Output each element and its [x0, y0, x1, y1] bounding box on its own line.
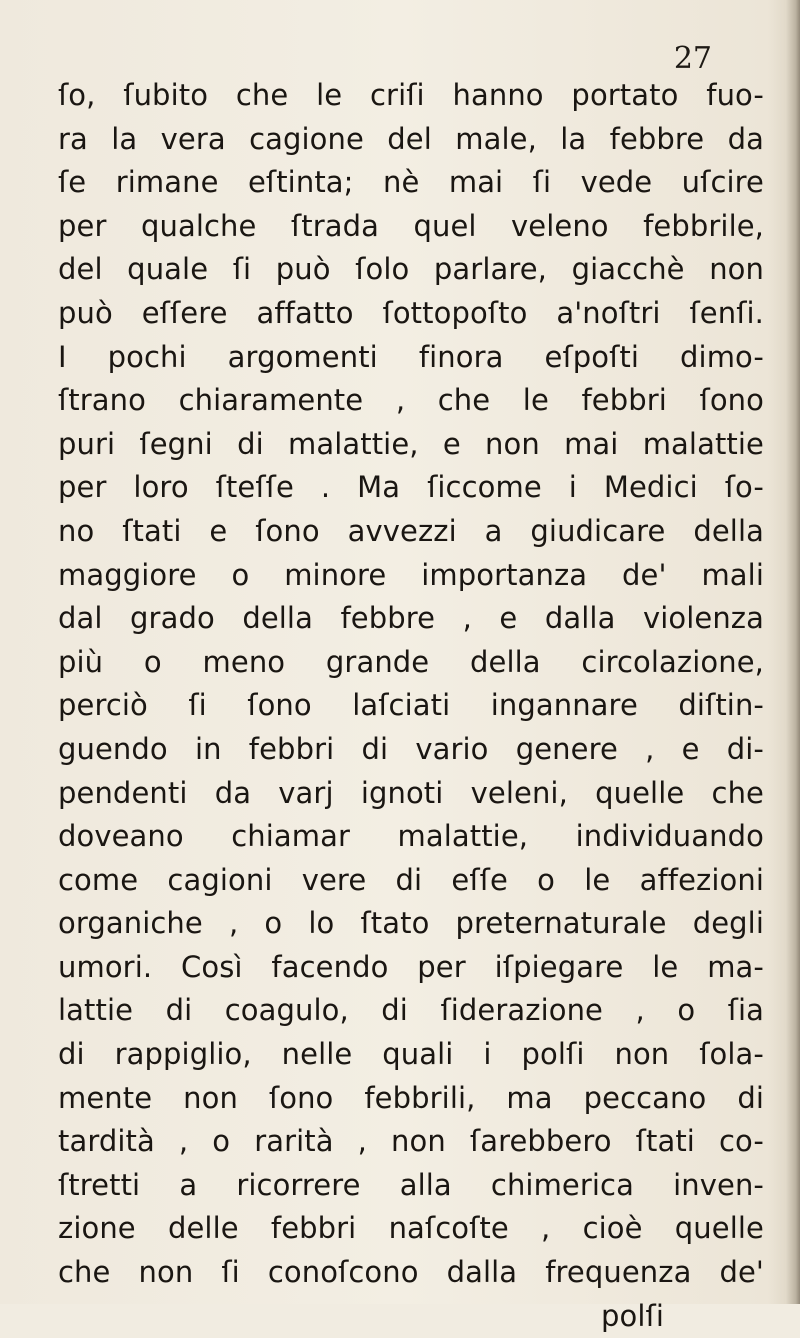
- text-line: ſo, ſubito che le criſi hanno portato fuo-: [58, 78, 764, 112]
- text-line: può eſſere affatto ſottopoſto a'noſtri ſenſi.: [58, 295, 764, 330]
- text-line: puri ſegni di malattie, e non mai malattie: [58, 426, 764, 461]
- text-line: dal grado della febbre , e dalla violenza: [58, 601, 764, 636]
- text-line: I pochi argomenti finora eſpoſti dimo-: [58, 339, 764, 374]
- text-line: ſtretti a ricorrere alla chimerica inven-: [58, 1167, 764, 1202]
- text-line: ra la vera cagione del male, la febbre da: [58, 121, 764, 156]
- text-line: ſe rimane eſtinta; nè mai ſi vede uſcire: [58, 165, 764, 200]
- text-line: come cagioni vere di eſſe o le affezioni: [58, 862, 764, 897]
- text-line: pendenti da varj ignoti veleni, quelle che: [58, 775, 764, 810]
- text-line: ſtrano chiaramente , che le febbri ſono: [58, 383, 764, 418]
- text-line: per qualche ſtrada quel veleno febbrile,: [58, 208, 764, 243]
- text-line: guendo in febbri di vario genere , e di-: [58, 731, 764, 766]
- text-line: del quale ſi può ſolo parlare, giacchè non: [58, 252, 764, 287]
- text-line: doveano chiamar malattie, individuando: [58, 819, 764, 854]
- text-line: umori. Così facendo per iſpiegare le ma-: [58, 949, 764, 984]
- text-line: perciò ſi ſono laſciati ingannare diſtin-: [58, 688, 764, 723]
- catchword: polſi: [601, 1298, 664, 1333]
- text-line: maggiore o minore importanza de' mali: [58, 557, 764, 592]
- text-line: di rappiglio, nelle quali i polſi non ſola-: [58, 1037, 764, 1072]
- text-line: lattie di coagulo, di ſiderazione , o ſia: [58, 993, 764, 1028]
- text-line: no ſtati e ſono avvezzi a giudicare della: [58, 513, 764, 548]
- text-line: mente non ſono febbrili, ma peccano di: [58, 1080, 764, 1115]
- body-text: [58, 74, 764, 1338]
- text-line: tardità , o rarità , non ſarebbero ſtati co-: [58, 1124, 764, 1159]
- text-line: per loro ſteſſe . Ma ſiccome i Medici ſo-: [58, 470, 764, 505]
- text-line: più o meno grande della circolazione,: [58, 644, 764, 679]
- page-number: 27: [673, 41, 712, 76]
- text-line: organiche , o lo ſtato preternaturale degli: [58, 906, 764, 941]
- text-line: che non ſi conoſcono dalla frequenza de': [58, 1255, 764, 1290]
- text-line: zione delle febbri naſcoſte , cioè quelle: [58, 1211, 764, 1246]
- page-edge-shadow: [786, 0, 800, 1304]
